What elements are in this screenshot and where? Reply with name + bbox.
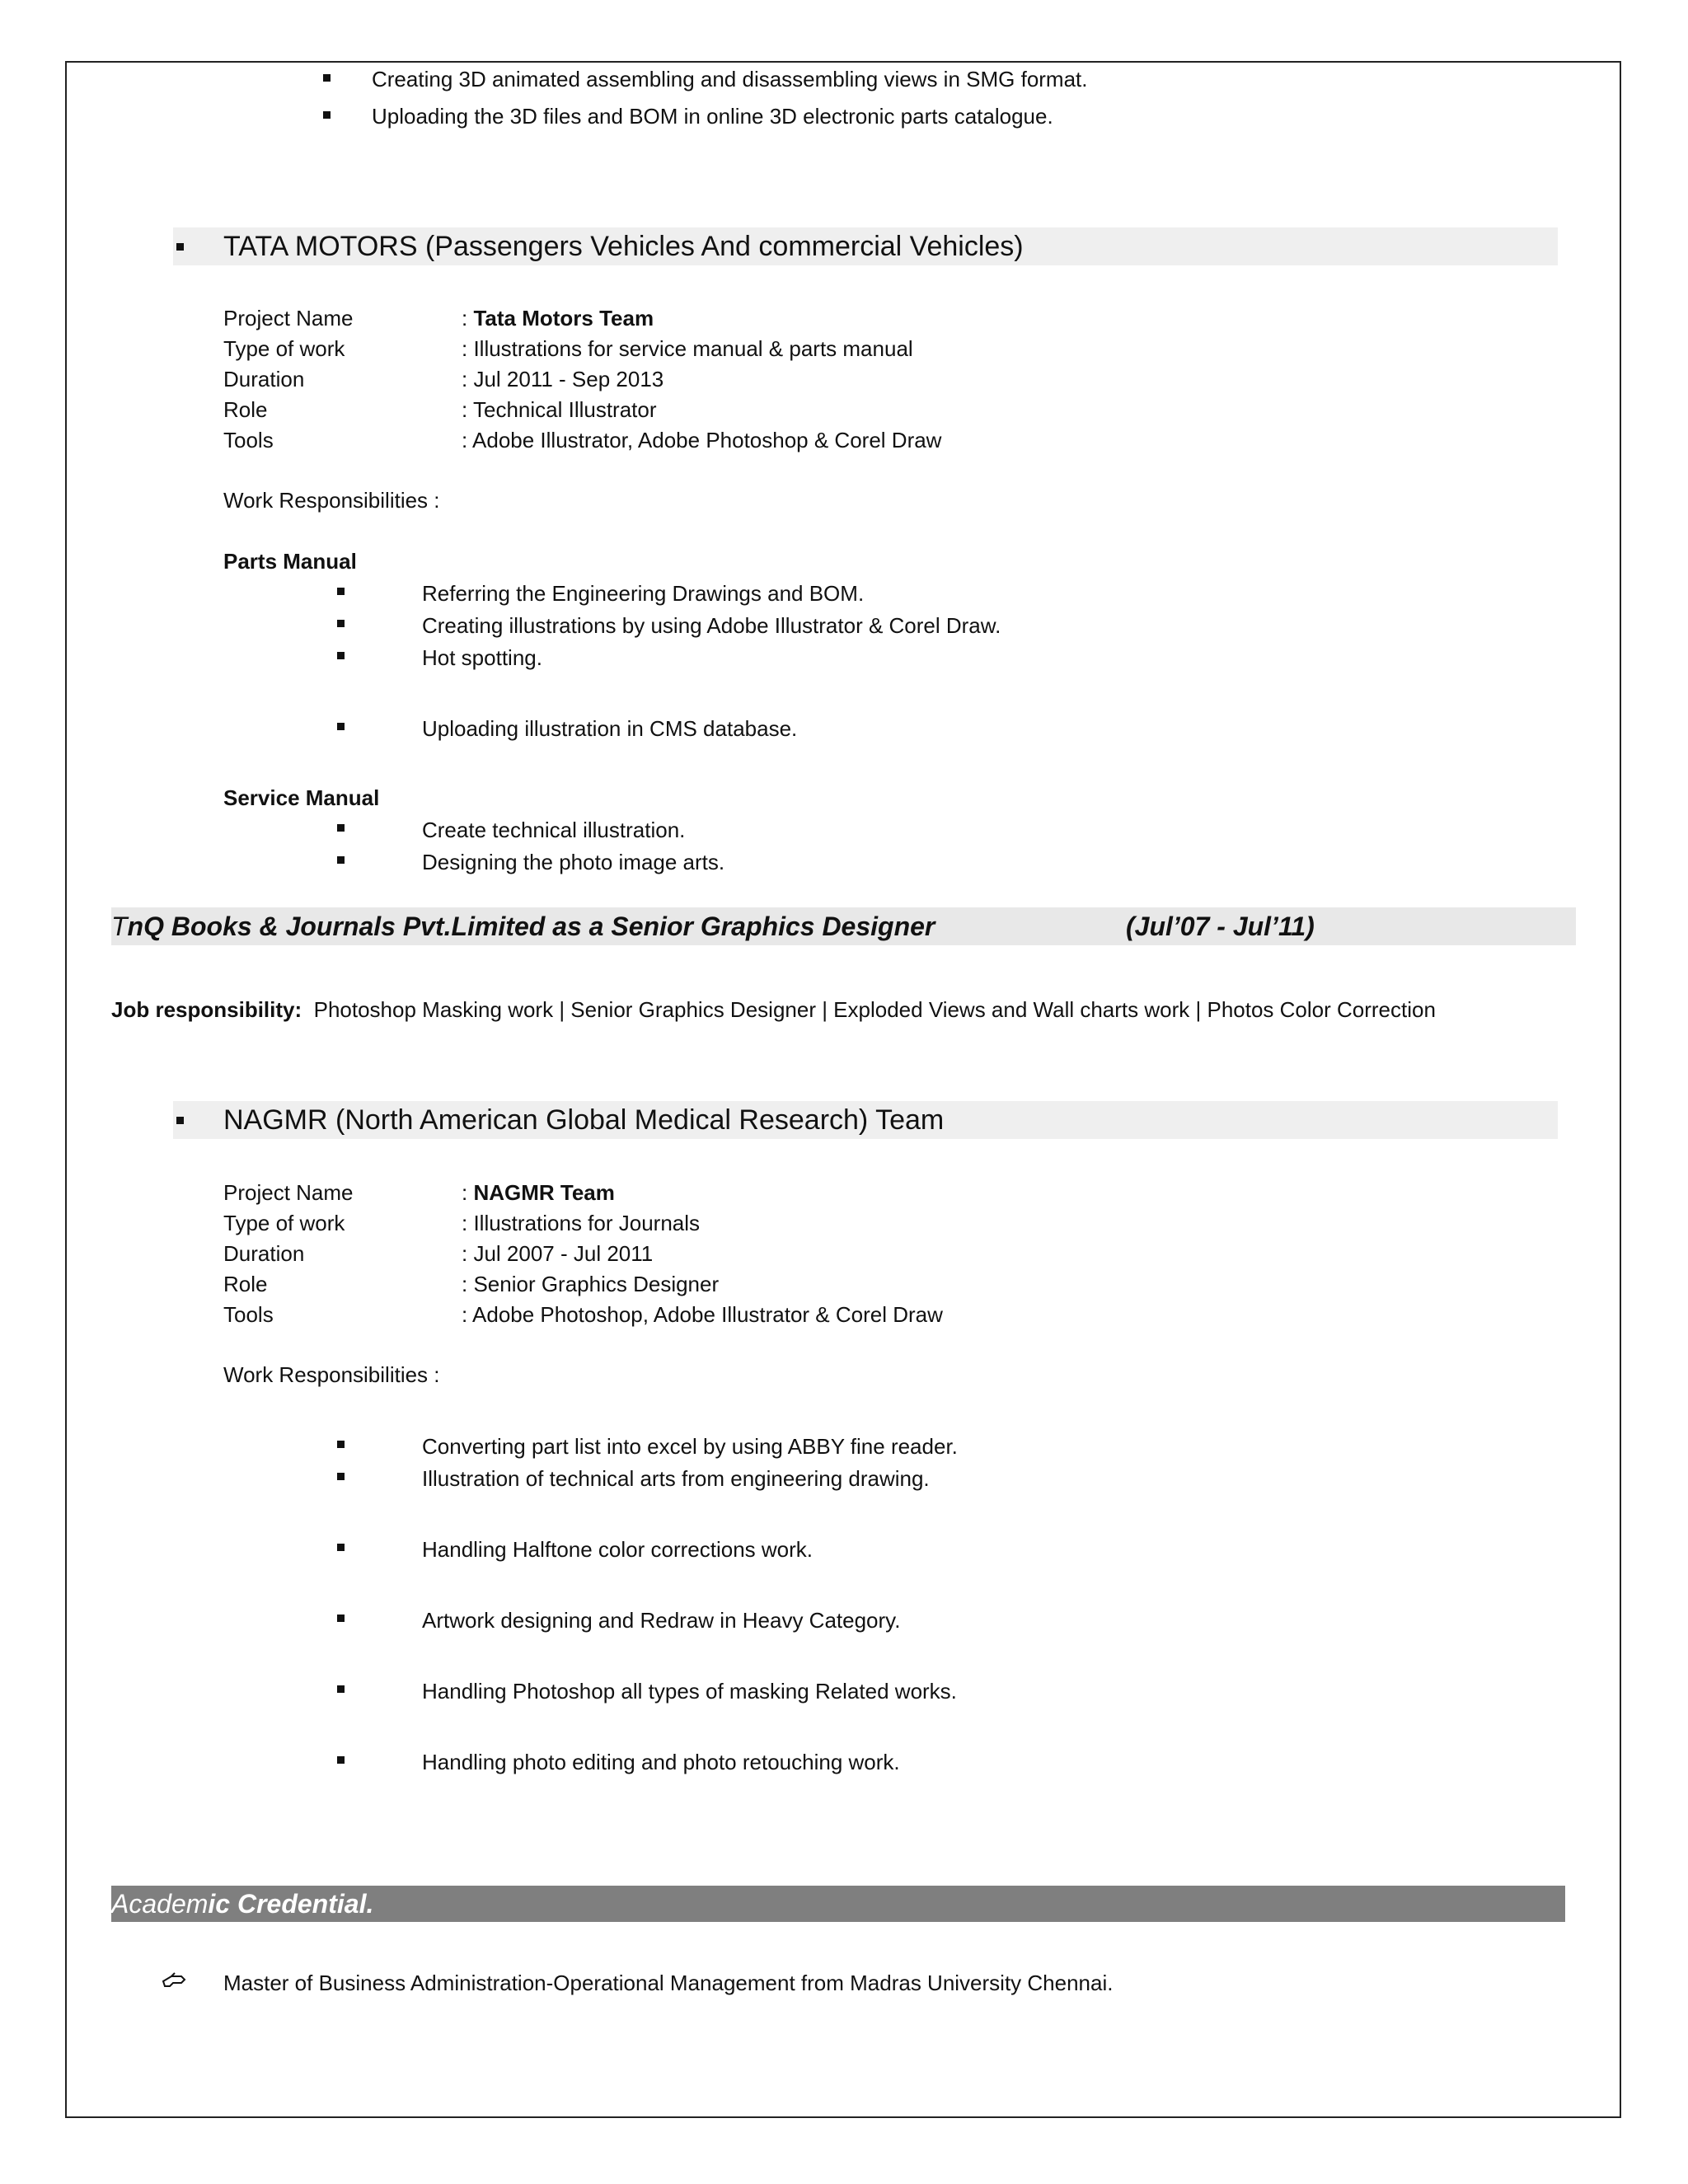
job-label: Job responsibility: — [111, 997, 302, 1022]
project-name: NAGMR Team — [473, 1180, 615, 1205]
list-item: Creating illustrations by using Adobe Illustrator & Corel Draw. — [422, 613, 1001, 638]
academic-heading — [111, 1886, 373, 1922]
list-item: Handling photo editing and photo retouching work. — [422, 1750, 900, 1774]
list-item: Designing the photo image arts. — [422, 850, 725, 874]
field-value: : Jul 2007 - Jul 2011 — [462, 1241, 654, 1266]
bullet-icon — [323, 74, 331, 82]
company-title — [111, 908, 935, 944]
academic-heading-light: Academ — [111, 1889, 209, 1919]
bullet-icon — [337, 824, 345, 832]
field-value: : NAGMR Team — [462, 1180, 615, 1205]
company-period: (Jul’07 - Jul’11) — [1126, 912, 1315, 941]
field-value: : Jul 2011 - Sep 2013 — [462, 367, 664, 391]
field-value: : Adobe Photoshop, Adobe Illustrator & Corel Draw — [462, 1302, 943, 1327]
list-item: Hot spotting. — [422, 645, 542, 670]
field-label: Type of work — [223, 1211, 345, 1235]
field-label: Tools — [223, 428, 274, 452]
field-value: : Technical Illustrator — [462, 397, 657, 422]
field-label: Tools — [223, 1302, 274, 1327]
list-item: Handling Photoshop all types of masking Related works. — [422, 1679, 957, 1704]
project-heading: TATA MOTORS (Passengers Vehicles And commercial Vehicles) — [223, 231, 1024, 262]
list-item: Uploading the 3D files and BOM in online 3D electronic parts catalogue. — [372, 104, 1053, 129]
project-name: Tata Motors Team — [473, 306, 654, 330]
responsibilities-label: Work Responsibilities : — [223, 1362, 440, 1387]
bullet-icon — [337, 1756, 345, 1764]
list-item: Illustration of technical arts from engineering drawing. — [422, 1466, 930, 1491]
bullet-icon — [323, 111, 331, 119]
academic-heading-bold: ic Credential. — [208, 1889, 374, 1919]
list-item: Converting part list into excel by using ABBY fine reader. — [422, 1434, 958, 1459]
bullet-icon — [337, 1441, 345, 1448]
field-label: Duration — [223, 1241, 305, 1266]
job-text: Photoshop Masking work | Senior Graphics Designer | Exploded Views and Wall charts work | Photos Color Correction — [313, 997, 1436, 1022]
field-label: Type of work — [223, 336, 345, 361]
list-item: Artwork designing and Redraw in Heavy Category. — [422, 1608, 901, 1633]
field-label: Duration — [223, 367, 305, 391]
bullet-icon — [337, 856, 345, 864]
bullet-icon — [337, 588, 345, 595]
bullet-icon — [337, 1685, 345, 1693]
field-value: : Tata Motors Team — [462, 306, 654, 330]
bullet-icon — [337, 652, 345, 659]
field-label: Role — [223, 397, 268, 422]
list-item: Handling Halftone color corrections work. — [422, 1537, 813, 1562]
list-item: Creating 3D animated assembling and disassembling views in SMG format. — [372, 67, 1088, 91]
field-label: Project Name — [223, 306, 354, 330]
company-title-prefix: T — [111, 912, 128, 941]
field-value: : Illustrations for service manual & parts manual — [462, 336, 913, 361]
responsibilities-label: Work Responsibilities : — [223, 488, 440, 513]
bullet-icon — [337, 1544, 345, 1551]
project-heading: NAGMR (North American Global Medical Research) Team — [223, 1104, 945, 1136]
field-label: Project Name — [223, 1180, 354, 1205]
writing-hand-icon — [162, 1971, 186, 1995]
company-title-rest: nQ Books & Journals Pvt.Limited as a Senior Graphics Designer — [127, 912, 935, 941]
field-label: Role — [223, 1272, 268, 1296]
bullet-icon — [337, 723, 345, 730]
job-responsibility — [111, 996, 1436, 1024]
bullet-icon — [337, 1473, 345, 1480]
subsection-title: Parts Manual — [223, 549, 357, 574]
list-item: Master of Business Administration-Operational Management from Madras University Chennai. — [223, 1971, 1114, 1995]
bullet-icon — [337, 1615, 345, 1622]
field-value: : Adobe Illustrator, Adobe Photoshop & Corel Draw — [462, 428, 942, 452]
list-item: Uploading illustration in CMS database. — [422, 716, 798, 741]
list-item: Create technical illustration. — [422, 818, 686, 842]
subsection-title: Service Manual — [223, 785, 380, 810]
list-item: Referring the Engineering Drawings and BOM. — [422, 581, 865, 606]
bullet-icon — [176, 1117, 184, 1124]
field-value: : Senior Graphics Designer — [462, 1272, 720, 1296]
bullet-icon — [176, 243, 184, 251]
field-value: : Illustrations for Journals — [462, 1211, 701, 1235]
bullet-icon — [337, 620, 345, 627]
